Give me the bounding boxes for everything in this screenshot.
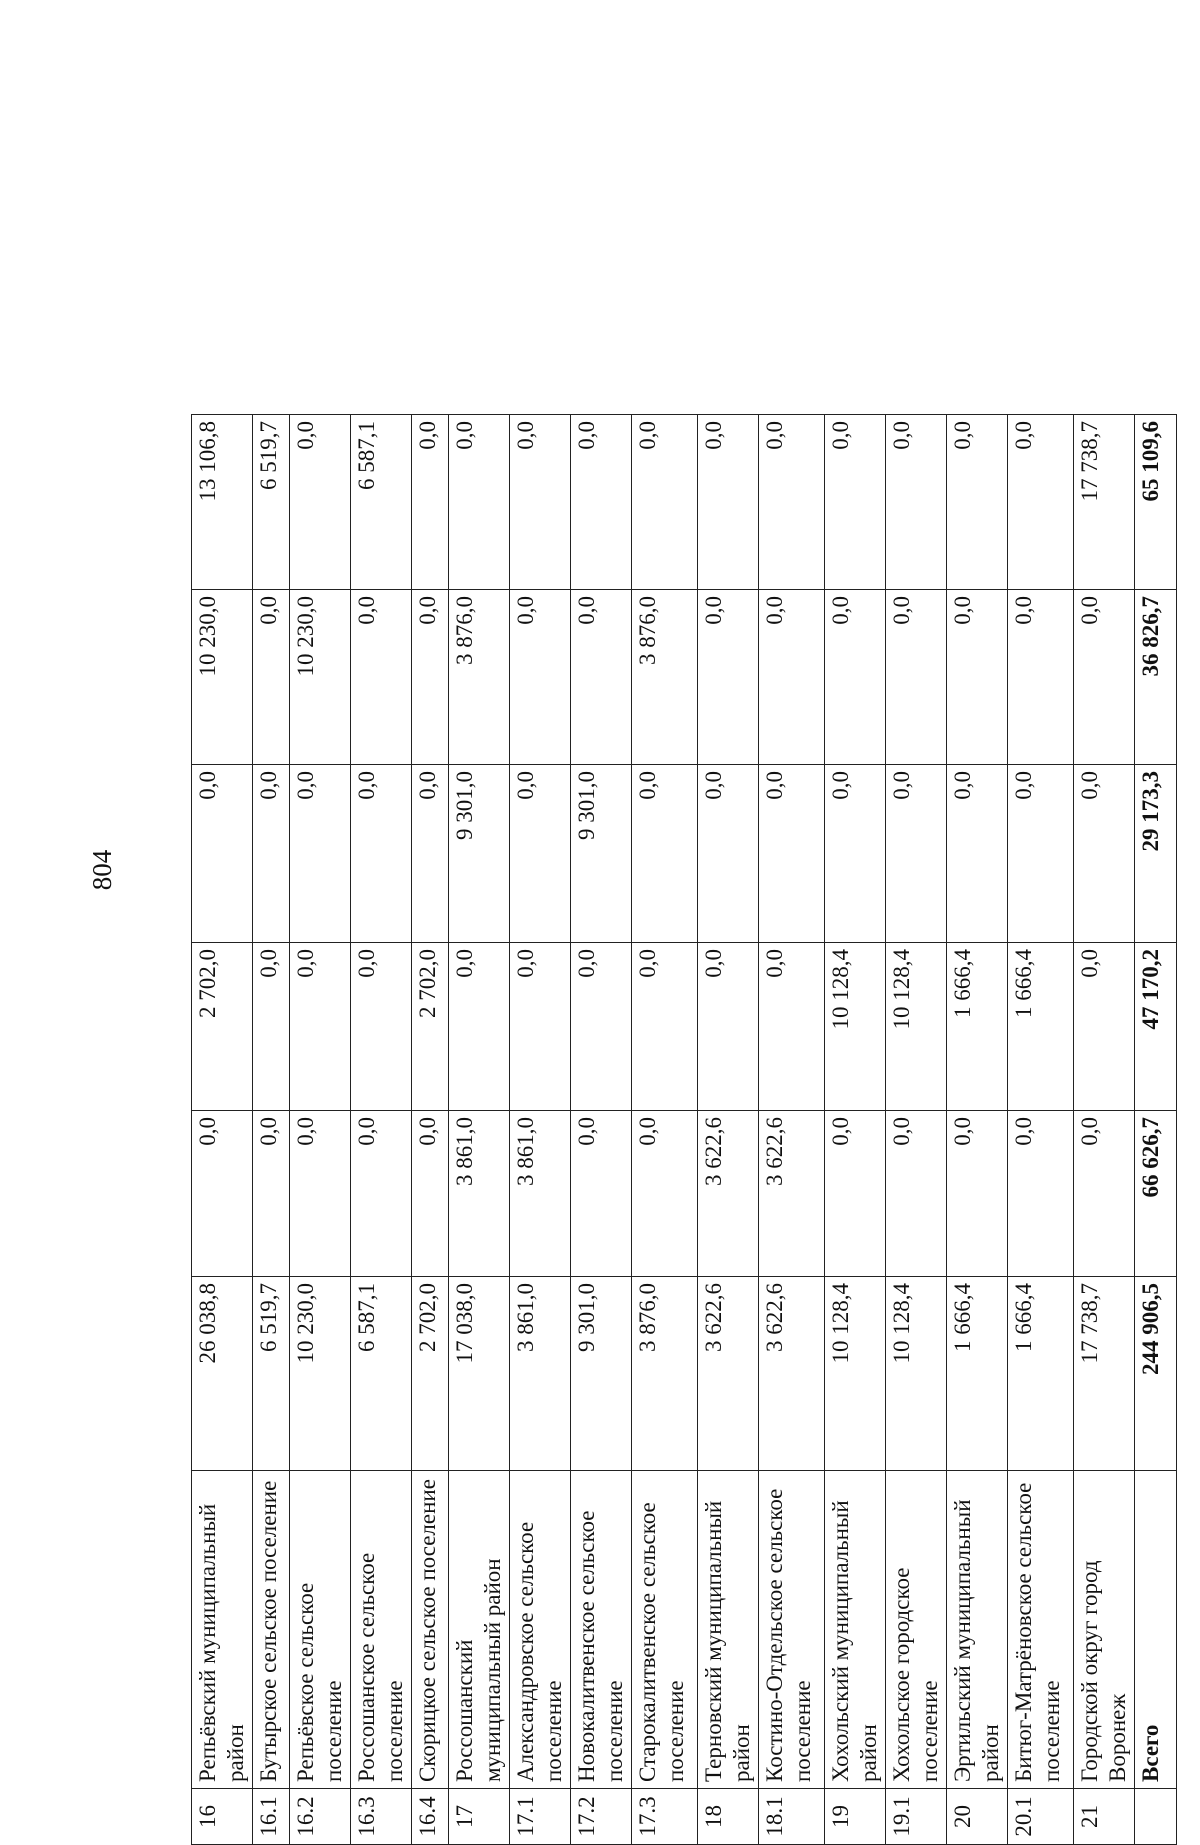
- value-cell-col-2: 3 622,6: [698, 1111, 759, 1277]
- value-cell-col-4: 0,0: [1008, 765, 1074, 943]
- value-cell-col-3: 0,0: [632, 943, 698, 1111]
- table-container: [191, 415, 1163, 1845]
- value-cell-col-1: 9 301,0: [571, 1277, 632, 1471]
- row-name: Скорицкое сельское поселение: [412, 1471, 449, 1789]
- value-cell-col-5: 10 230,0: [192, 590, 253, 765]
- value-cell-col-3: 0,0: [449, 943, 510, 1111]
- value-cell-col-1: 6 519,7: [253, 1277, 290, 1471]
- table-row: [571, 415, 632, 1845]
- value-cell-col-3: 10 128,4: [825, 943, 886, 1111]
- value-cell-col-4: 9 301,0: [449, 765, 510, 943]
- value-cell-col-5: 36 826,7: [1135, 590, 1177, 765]
- value-cell-col-6: 0,0: [449, 415, 510, 590]
- value-cell-col-6: 0,0: [886, 415, 947, 590]
- value-cell-col-4: 9 301,0: [571, 765, 632, 943]
- row-number: 20.1: [1008, 1789, 1074, 1845]
- value-cell-col-5: 0,0: [947, 590, 1008, 765]
- value-cell-col-6: 13 106,8: [192, 415, 253, 590]
- value-cell-col-2: 66 626,7: [1135, 1111, 1177, 1277]
- value-cell-col-5: 3 876,0: [632, 590, 698, 765]
- value-cell-col-2: 0,0: [192, 1111, 253, 1277]
- value-cell-col-6: 65 109,6: [1135, 415, 1177, 590]
- value-cell-col-1: 10 128,4: [886, 1277, 947, 1471]
- row-name: Бутырское сельское поселение: [253, 1471, 290, 1789]
- value-cell-col-2: 3 622,6: [759, 1111, 825, 1277]
- value-cell-col-1: 1 666,4: [947, 1277, 1008, 1471]
- value-cell-col-4: 0,0: [947, 765, 1008, 943]
- value-cell-col-6: 0,0: [698, 415, 759, 590]
- row-name: Костино-Отдельское сельское поселение: [759, 1471, 825, 1789]
- value-cell-col-5: 0,0: [1074, 590, 1135, 765]
- value-cell-col-3: 0,0: [698, 943, 759, 1111]
- value-cell-col-1: 26 038,8: [192, 1277, 253, 1471]
- value-cell-col-3: 0,0: [351, 943, 412, 1111]
- value-cell-col-2: 0,0: [412, 1111, 449, 1277]
- table-row: [1074, 415, 1135, 1845]
- value-cell-col-5: 0,0: [412, 590, 449, 765]
- row-name: Новокалитвенское сельское поселение: [571, 1471, 632, 1789]
- budget-table: [191, 414, 1177, 1845]
- value-cell-col-6: 0,0: [825, 415, 886, 590]
- page-number: 804: [87, 849, 117, 891]
- value-cell-col-2: 0,0: [571, 1111, 632, 1277]
- value-cell-col-4: 0,0: [351, 765, 412, 943]
- value-cell-col-4: 29 173,3: [1135, 765, 1177, 943]
- value-cell-col-5: 0,0: [571, 590, 632, 765]
- value-cell-col-3: 10 128,4: [886, 943, 947, 1111]
- value-cell-col-3: 2 702,0: [192, 943, 253, 1111]
- row-number: 16.2: [290, 1789, 351, 1845]
- value-cell-col-5: 0,0: [698, 590, 759, 765]
- value-cell-col-5: 0,0: [1008, 590, 1074, 765]
- table-row: [290, 415, 351, 1845]
- value-cell-col-2: 0,0: [1008, 1111, 1074, 1277]
- row-number: 17.2: [571, 1789, 632, 1845]
- value-cell-col-4: 0,0: [253, 765, 290, 943]
- row-number: [1135, 1789, 1177, 1845]
- table-row: [947, 415, 1008, 1845]
- row-number: 19: [825, 1789, 886, 1845]
- row-name: Старокалитвенское сельское поселение: [632, 1471, 698, 1789]
- value-cell-col-6: 0,0: [571, 415, 632, 590]
- row-name: Эртильский муниципальный район: [947, 1471, 1008, 1789]
- value-cell-col-3: 0,0: [759, 943, 825, 1111]
- value-cell-col-4: 0,0: [632, 765, 698, 943]
- table-body: [192, 415, 1177, 1845]
- value-cell-col-3: 0,0: [571, 943, 632, 1111]
- value-cell-col-6: 6 587,1: [351, 415, 412, 590]
- value-cell-col-1: 3 622,6: [759, 1277, 825, 1471]
- value-cell-col-6: 0,0: [1008, 415, 1074, 590]
- value-cell-col-3: 2 702,0: [412, 943, 449, 1111]
- value-cell-col-3: 0,0: [1074, 943, 1135, 1111]
- value-cell-col-6: 6 519,7: [253, 415, 290, 590]
- row-name: Битюг-Матрёновское сельское поселение: [1008, 1471, 1074, 1789]
- value-cell-col-5: 3 876,0: [449, 590, 510, 765]
- table-row: [192, 415, 253, 1845]
- value-cell-col-4: 0,0: [1074, 765, 1135, 943]
- row-name: Россошанское сельское поселение: [351, 1471, 412, 1789]
- value-cell-col-3: 0,0: [290, 943, 351, 1111]
- row-number: 18: [698, 1789, 759, 1845]
- row-name: Александровское сельское поселение: [510, 1471, 571, 1789]
- value-cell-col-5: 0,0: [825, 590, 886, 765]
- value-cell-col-5: 0,0: [351, 590, 412, 765]
- table-row: [698, 415, 759, 1845]
- value-cell-col-2: 0,0: [947, 1111, 1008, 1277]
- row-number: 21: [1074, 1789, 1135, 1845]
- value-cell-col-5: 10 230,0: [290, 590, 351, 765]
- row-number: 16: [192, 1789, 253, 1845]
- value-cell-col-5: 0,0: [886, 590, 947, 765]
- value-cell-col-4: 0,0: [510, 765, 571, 943]
- value-cell-col-1: 2 702,0: [412, 1277, 449, 1471]
- value-cell-col-1: 17 738,7: [1074, 1277, 1135, 1471]
- value-cell-col-1: 6 587,1: [351, 1277, 412, 1471]
- value-cell-col-1: 244 906,5: [1135, 1277, 1177, 1471]
- value-cell-col-5: 0,0: [759, 590, 825, 765]
- value-cell-col-6: 0,0: [632, 415, 698, 590]
- value-cell-col-4: 0,0: [192, 765, 253, 943]
- value-cell-col-6: 0,0: [290, 415, 351, 590]
- table-row: [449, 415, 510, 1845]
- value-cell-col-6: 0,0: [759, 415, 825, 590]
- value-cell-col-2: 0,0: [253, 1111, 290, 1277]
- row-name: Россошанский муниципальный район: [449, 1471, 510, 1789]
- value-cell-col-3: 1 666,4: [947, 943, 1008, 1111]
- table-row: [253, 415, 290, 1845]
- table-row: [412, 415, 449, 1845]
- table-row: [825, 415, 886, 1845]
- row-number: 19.1: [886, 1789, 947, 1845]
- value-cell-col-1: 10 230,0: [290, 1277, 351, 1471]
- row-number: 17: [449, 1789, 510, 1845]
- value-cell-col-6: 0,0: [412, 415, 449, 590]
- value-cell-col-6: 17 738,7: [1074, 415, 1135, 590]
- value-cell-col-2: 3 861,0: [510, 1111, 571, 1277]
- value-cell-col-2: 0,0: [351, 1111, 412, 1277]
- value-cell-col-2: 0,0: [1074, 1111, 1135, 1277]
- table-row: [510, 415, 571, 1845]
- table-row: [351, 415, 412, 1845]
- value-cell-col-5: 0,0: [510, 590, 571, 765]
- row-name: Городской округ город Воронеж: [1074, 1471, 1135, 1789]
- row-name: Хохольское городское поселение: [886, 1471, 947, 1789]
- value-cell-col-1: 3 622,6: [698, 1277, 759, 1471]
- value-cell-col-4: 0,0: [290, 765, 351, 943]
- value-cell-col-2: 0,0: [632, 1111, 698, 1277]
- value-cell-col-1: 3 876,0: [632, 1277, 698, 1471]
- row-name: Репьёвский муниципальный район: [192, 1471, 253, 1789]
- value-cell-col-1: 10 128,4: [825, 1277, 886, 1471]
- value-cell-col-1: 1 666,4: [1008, 1277, 1074, 1471]
- value-cell-col-6: 0,0: [510, 415, 571, 590]
- value-cell-col-4: 0,0: [759, 765, 825, 943]
- table-row: [632, 415, 698, 1845]
- value-cell-col-3: 1 666,4: [1008, 943, 1074, 1111]
- row-name: Терновский муниципальный район: [698, 1471, 759, 1789]
- value-cell-col-3: 47 170,2: [1135, 943, 1177, 1111]
- value-cell-col-5: 0,0: [253, 590, 290, 765]
- value-cell-col-1: 17 038,0: [449, 1277, 510, 1471]
- total-row: [1135, 415, 1177, 1845]
- value-cell-col-6: 0,0: [947, 415, 1008, 590]
- value-cell-col-4: 0,0: [886, 765, 947, 943]
- row-number: 18.1: [759, 1789, 825, 1845]
- row-number: 16.4: [412, 1789, 449, 1845]
- value-cell-col-4: 0,0: [825, 765, 886, 943]
- row-name: Хохольский муниципальный район: [825, 1471, 886, 1789]
- value-cell-col-3: 0,0: [510, 943, 571, 1111]
- table-row: [759, 415, 825, 1845]
- value-cell-col-2: 0,0: [825, 1111, 886, 1277]
- value-cell-col-2: 0,0: [886, 1111, 947, 1277]
- row-number: 16.1: [253, 1789, 290, 1845]
- row-number: 20: [947, 1789, 1008, 1845]
- row-number: 17.3: [632, 1789, 698, 1845]
- value-cell-col-4: 0,0: [698, 765, 759, 943]
- row-name: Репьёвское сельское поселение: [290, 1471, 351, 1789]
- row-number: 17.1: [510, 1789, 571, 1845]
- value-cell-col-2: 3 861,0: [449, 1111, 510, 1277]
- row-number: 16.3: [351, 1789, 412, 1845]
- value-cell-col-3: 0,0: [253, 943, 290, 1111]
- table-row: [886, 415, 947, 1845]
- table-row: [1008, 415, 1074, 1845]
- row-name: Всего: [1135, 1471, 1177, 1789]
- value-cell-col-1: 3 861,0: [510, 1277, 571, 1471]
- value-cell-col-2: 0,0: [290, 1111, 351, 1277]
- value-cell-col-4: 0,0: [412, 765, 449, 943]
